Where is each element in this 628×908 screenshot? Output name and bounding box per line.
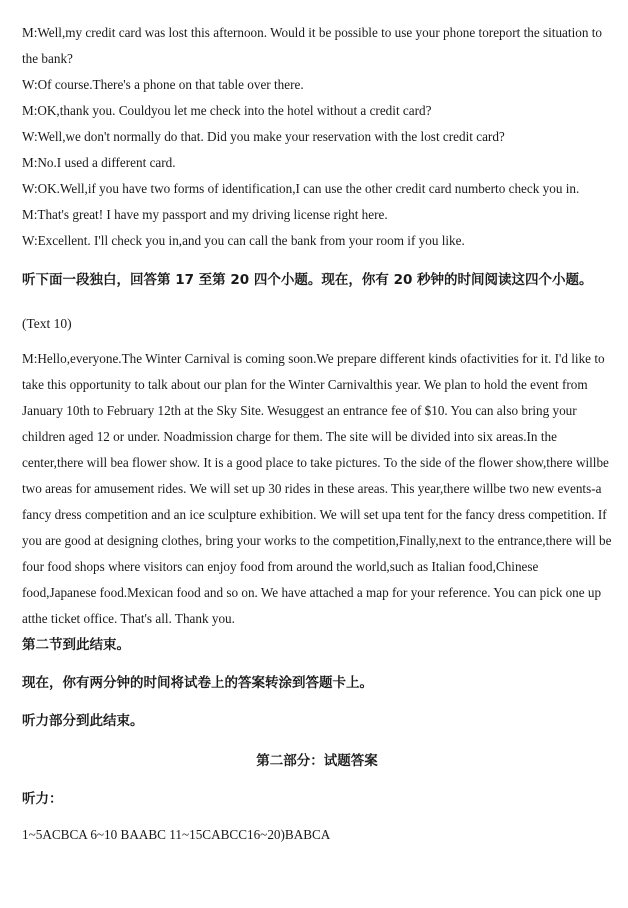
text-reference: (Text 10) bbox=[22, 316, 72, 331]
dialogue-line-4: W:Well,we don't normally do that. Did you make your reservation with the lost credit card? bbox=[22, 129, 505, 144]
dialogue-line-1: M:Well,my credit card was lost this afternoon. Would it be possible to use your phone toreport the situation to the bank? bbox=[22, 25, 602, 66]
answer-key: 1~5ACBCA 6~10 BAABC 11~15CABCC16~20)BABCA bbox=[22, 827, 331, 842]
instruction-heading bbox=[22, 258, 612, 346]
transfer-notice: 现在，你有两分钟的时间将试卷上的答案转涂到答题卡上。 bbox=[22, 675, 373, 691]
section-end-note: 第二节到此结束。 bbox=[22, 637, 130, 653]
document-page bbox=[22, 20, 612, 861]
dialogue-line-2: W:Of course.There's a phone on that table over there. bbox=[22, 77, 304, 92]
dialogue-line-3: M:OK,thank you. Couldyou let me check into the hotel without a credit card? bbox=[22, 103, 432, 118]
listening-label: 听力： bbox=[22, 791, 63, 807]
dialogue-line-8: W:Excellent. I'll check you in,and you can call the bank from your room if you like. bbox=[22, 233, 465, 248]
dialogue-line-6: W:OK.Well,if you have two forms of identification,I can use the other credit card numberto check you in. bbox=[22, 181, 580, 196]
instruction-text: 听下面一段独白，回答第 17 至第 20 四个小题。现在，你有 20 秒钟的时间阅读这四个小题。 bbox=[22, 272, 593, 288]
dialogue-line-5: M:No.I used a different card. bbox=[22, 155, 176, 170]
dialogue-line-7: M:That's great! I have my passport and my driving license right here. bbox=[22, 207, 388, 222]
monologue-paragraph: M:Hello,everyone.The Winter Carnival is coming soon.We prepare different kinds ofactivities for it. I'd like to take this opportunity to talk about our plan for the Winter Carnivalthis year. We plan to hold the event from January 10th to February 12th at the Sky Site. Wesuggest an entrance fee of $10. You can also bring your children aged 12 or under. Noadmission charge for them. The site will be divided into six areas.In the center,there will bea flower show. It is a good place to take pictures. To the side of the flower show,there willbe two areas for amusement rides. We will set up 30 rides in these areas. This year,there willbe two new events-a fancy dress competition and an ice sculpture exhibition. We will set upa tent for the fancy dress competition. If you are good at designing clothes, bring your works to the competition,Finally,next to the entrance,there will be four food shops where visitors can enjoy food from around the world,such as Italian food,Chinese food,Japanese food.Mexican food and so on. We have attached a map for your reference. You can pick one up atthe ticket office. That's all. Thank you. bbox=[22, 351, 612, 626]
listening-end-note: 听力部分到此结束。 bbox=[22, 713, 144, 729]
part2-title: 第二部分：试题答案 bbox=[256, 753, 378, 769]
